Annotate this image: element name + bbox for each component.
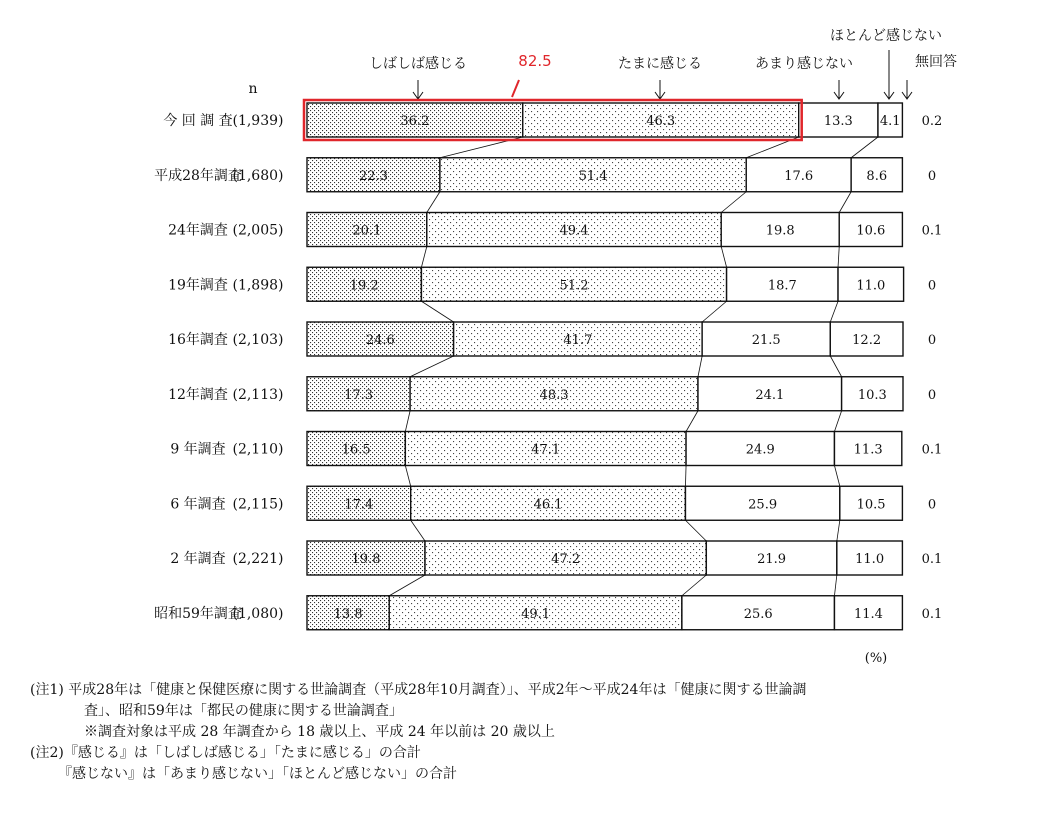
- row-label: 昭和59年調査: [154, 605, 242, 622]
- connector-line: [405, 411, 410, 432]
- data-label: 49.1: [521, 606, 551, 622]
- data-label: 24.6: [365, 333, 395, 348]
- row-n: (2,113): [232, 386, 284, 403]
- segment-connectors: [389, 137, 878, 596]
- no-answer-label: 0: [927, 333, 937, 348]
- connector-line: [686, 411, 698, 432]
- data-label: 22.3: [358, 168, 388, 184]
- note-2-continued: 『感じない』は「あまり感じない」「ほとんど感じない」の合計: [58, 766, 457, 782]
- row-n: (1,680): [232, 167, 284, 184]
- data-label: 24.9: [745, 442, 775, 458]
- legend-label-rarely: あまり感じない: [755, 56, 853, 72]
- row-label: 16年調査: [168, 332, 228, 348]
- no-answer-label: 0.1: [921, 606, 943, 622]
- data-label: 24.1: [755, 387, 785, 403]
- unit-label: (%): [864, 651, 888, 666]
- data-label: 46.3: [646, 114, 676, 129]
- row-label: 9 年調査: [170, 441, 226, 458]
- highlight-total-label: 82.5: [518, 52, 552, 70]
- connector-line: [410, 356, 454, 377]
- data-label: 17.4: [344, 497, 374, 513]
- row-n: (2,103): [232, 332, 284, 348]
- row-label: 24年調査: [168, 222, 228, 239]
- data-label: 47.1: [531, 442, 561, 458]
- connector-line: [421, 301, 453, 322]
- data-label: 19.2: [349, 278, 379, 294]
- n-header: n: [248, 81, 258, 97]
- connector-line: [839, 192, 851, 213]
- connector-line: [834, 411, 841, 432]
- chart-rows: [154, 103, 942, 630]
- data-label: 20.1: [352, 223, 382, 239]
- row-label: 今 回 調 査: [163, 113, 233, 129]
- data-label: 11.3: [853, 442, 883, 458]
- legend-label-hardly: ほとんど感じない: [830, 28, 942, 44]
- data-label: 47.2: [551, 552, 581, 567]
- connector-line: [834, 575, 836, 596]
- no-answer-label: 0: [927, 497, 937, 513]
- row-n: (1,080): [232, 605, 284, 622]
- row-label: 平成28年調査: [154, 167, 242, 184]
- row-n: (2,221): [232, 551, 284, 567]
- data-label: 16.5: [341, 442, 371, 458]
- data-label: 13.3: [823, 114, 853, 129]
- data-label: 17.6: [784, 168, 814, 184]
- data-label: 11.0: [855, 552, 885, 567]
- arrow-down-icon: [884, 50, 894, 99]
- data-label: 11.4: [853, 606, 883, 622]
- highlight-pointer: [512, 80, 519, 97]
- data-label: 19.8: [765, 223, 795, 239]
- connector-line: [405, 466, 410, 487]
- legend-label-often: しばしば感じる: [369, 56, 467, 72]
- notes: [30, 680, 1030, 785]
- arrow-down-icon: [413, 80, 423, 99]
- row-label: 6 年調査: [170, 496, 226, 513]
- note-1-continued: 査」、昭和59年は「都民の健康に関する世論調査」: [84, 703, 403, 719]
- row-label: 19年調査: [168, 277, 228, 294]
- data-label: 25.9: [748, 497, 778, 513]
- no-answer-label: 0.2: [921, 114, 943, 129]
- row-n: (2,110): [232, 441, 284, 458]
- legend-label-no-answer: 無回答: [915, 54, 957, 70]
- connector-line: [834, 466, 839, 487]
- connector-line: [721, 192, 746, 213]
- legend-label-sometimes: たまに感じる: [618, 56, 702, 72]
- connector-line: [830, 356, 841, 377]
- connector-line: [702, 301, 726, 322]
- row-n: (1,939): [232, 113, 284, 129]
- no-answer-label: 0.1: [921, 223, 943, 239]
- connector-line: [685, 520, 706, 541]
- note-1-remark: ※調査対象は平成 28 年調査から 18 歳以上、平成 24 年以前は 20 歳以上: [84, 724, 555, 740]
- row-n: (2,005): [232, 222, 284, 239]
- note-2: (注2)『感じる』は「しばしば感じる」「たまに感じる」の合計: [30, 745, 421, 761]
- connector-line: [851, 137, 878, 158]
- connector-line: [411, 520, 425, 541]
- arrow-down-icon: [902, 80, 912, 99]
- data-label: 18.7: [767, 278, 797, 294]
- connector-line: [830, 301, 838, 322]
- connector-line: [685, 466, 686, 487]
- data-label: 41.7: [563, 333, 593, 348]
- connector-line: [389, 575, 425, 596]
- data-label: 21.5: [751, 333, 781, 348]
- data-label: 11.0: [856, 278, 886, 294]
- data-label: 10.5: [856, 497, 886, 513]
- connector-line: [427, 192, 440, 213]
- connector-line: [682, 575, 706, 596]
- data-label: 48.3: [539, 387, 569, 403]
- no-answer-label: 0: [927, 387, 937, 403]
- data-label: 49.4: [559, 223, 589, 239]
- connector-line: [721, 247, 726, 268]
- data-label: 19.8: [351, 552, 381, 567]
- data-label: 4.1: [879, 114, 901, 129]
- data-label: 46.1: [533, 497, 563, 513]
- data-label: 17.3: [344, 387, 374, 403]
- no-answer-label: 0: [927, 278, 937, 294]
- data-label: 10.3: [857, 387, 887, 403]
- data-label: 12.2: [852, 333, 882, 348]
- data-label: 8.6: [866, 168, 888, 184]
- connector-line: [838, 247, 839, 268]
- note-1: (注1) 平成28年は「健康と保健医療に関する世論調査（平成28年10月調査）」、平成2年～平成24年は「健康に関する世論調: [30, 682, 807, 698]
- arrow-down-icon: [655, 80, 665, 99]
- data-label: 25.6: [743, 606, 773, 622]
- data-label: 21.9: [757, 552, 787, 567]
- no-answer-label: 0.1: [921, 552, 943, 567]
- connector-line: [837, 520, 840, 541]
- row-n: (2,115): [232, 496, 284, 513]
- data-label: 36.2: [400, 114, 430, 129]
- connector-line: [698, 356, 702, 377]
- connector-line: [421, 247, 426, 268]
- row-n: (1,898): [232, 277, 284, 294]
- arrow-down-icon: [834, 80, 844, 99]
- data-label: 51.4: [578, 168, 608, 184]
- no-answer-label: 0: [927, 168, 937, 184]
- no-answer-label: 0.1: [921, 442, 943, 458]
- row-label: 12年調査: [168, 386, 228, 403]
- data-label: 10.6: [856, 223, 886, 239]
- data-label: 51.2: [559, 278, 589, 294]
- data-label: 13.8: [333, 606, 363, 622]
- row-label: 2 年調査: [170, 551, 226, 567]
